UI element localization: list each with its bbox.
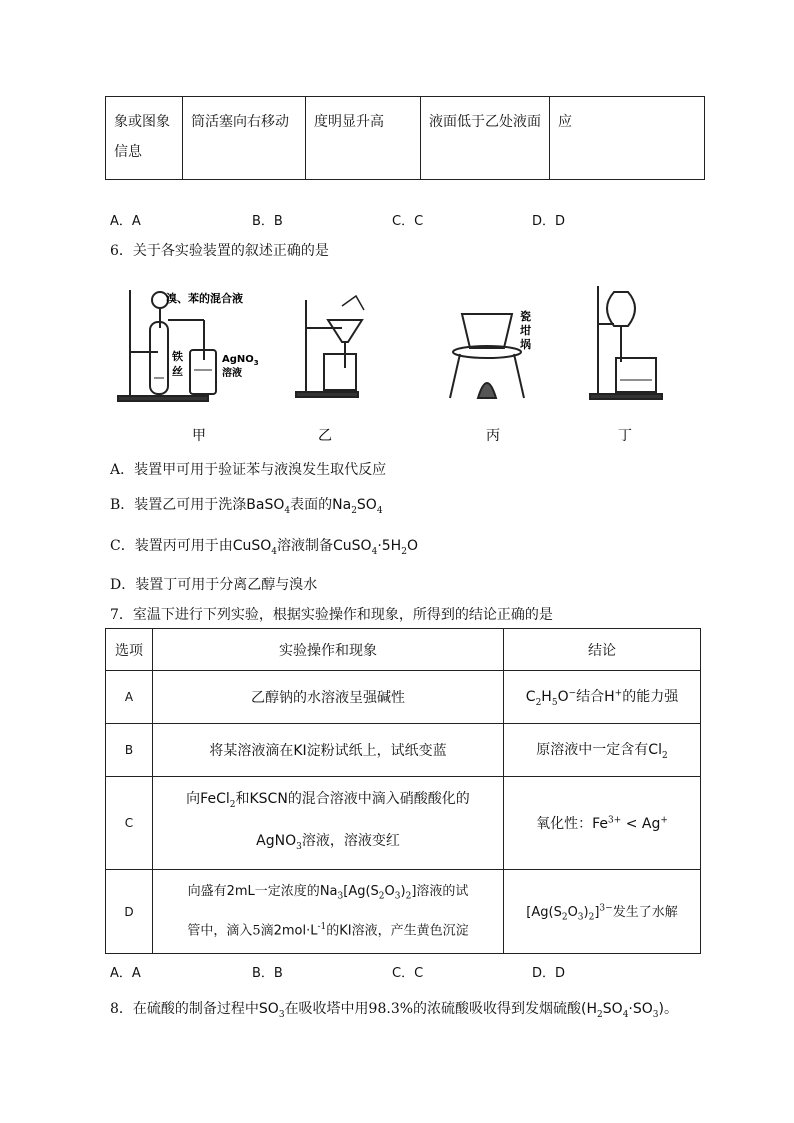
label-crucible-2: 坩	[520, 324, 531, 337]
top-table	[105, 96, 705, 180]
table-row	[106, 97, 705, 180]
option-d: D．D	[532, 214, 566, 229]
label-crucible-1: 瓷	[520, 310, 531, 323]
label-crucible-3: 埚	[520, 338, 531, 351]
table-cell: 应	[550, 97, 705, 180]
option-c: C．C	[392, 214, 424, 229]
apparatus-ding	[590, 286, 662, 399]
apparatus-jia	[118, 290, 216, 401]
table-cell: 象或图象信息	[106, 97, 183, 180]
option-a: A．A	[110, 966, 141, 981]
option-b: B．B	[252, 966, 283, 981]
table-row	[106, 777, 701, 870]
row-conclusion: 氧化性：$Fe^{3+} < Ag^+$	[504, 777, 701, 870]
label-agno3-solution: 溶液	[222, 368, 242, 379]
q6-option-d: D．装置丁可用于分离乙醇与溴水	[110, 577, 318, 593]
q6-apparatus-figure	[110, 280, 670, 448]
q6-stem: 6．关于各实验装置的叙述正确的是	[110, 243, 329, 259]
row-letter: D	[106, 870, 153, 954]
option-d: D．D	[532, 966, 566, 981]
table-cell: 度明显升高	[306, 97, 421, 180]
header-conclusion: 结论	[504, 629, 701, 671]
apparatus-yi	[296, 296, 364, 397]
option-c: C．C	[392, 966, 424, 981]
q6-option-b: B．装置乙可用于洗涤BaSO$_4$表面的$Na_2SO_4$	[110, 497, 383, 516]
label-iron-2: 丝	[172, 365, 183, 378]
header-operation: 实验操作和现象	[153, 629, 504, 671]
row-conclusion: $C_2H_5O^-$结合H+的能力强	[504, 671, 701, 724]
row-letter: B	[106, 724, 153, 777]
row-letter: C	[106, 777, 153, 870]
q6-option-a: A．装置甲可用于验证苯与液溴发生取代反应	[110, 462, 387, 478]
table-row	[106, 724, 701, 777]
header-option: 选项	[106, 629, 153, 671]
caption-ding: 丁	[618, 428, 632, 444]
row-conclusion: $[Ag(S_2O_3)_2]^{3-}$发生了水解	[504, 870, 701, 954]
q8-stem: 8．在硫酸的制备过程中$SO_3$在吸收塔中用98.3%的浓硫酸吸收得到发烟硫酸$(H_2SO_4\cdot SO_3)$。	[110, 1001, 678, 1020]
option-a: A．A	[110, 214, 141, 229]
row-operation: 将某溶液滴在KI淀粉试纸上，试纸变蓝	[153, 724, 504, 777]
q6-option-c: C．装置丙可用于由CuSO$_4$溶液制备$CuSO_4\cdot 5H_2O$	[110, 538, 418, 557]
option-b: B．B	[252, 214, 283, 229]
label-mix: 溴、苯的混合液	[166, 292, 243, 305]
table-header-row	[106, 629, 701, 671]
row-operation: 向盛有2mL一定浓度的$Na_3[Ag(S_2O_3)_2]$溶液的试 管中，滴入5滴$2mol\cdot L^{-1}$的KI溶液，产生黄色沉淀	[153, 870, 504, 954]
q7-table	[105, 628, 701, 954]
row-letter: A	[106, 671, 153, 724]
q7-stem: 7．室温下进行下列实验，根据实验操作和现象，所得到的结论正确的是	[110, 607, 553, 623]
table-row	[106, 671, 701, 724]
table-cell: 筒活塞向右移动	[183, 97, 306, 180]
label-iron-1: 铁	[172, 350, 183, 363]
row-conclusion: 原溶液中一定含有$Cl_2$	[504, 724, 701, 777]
table-row	[106, 870, 701, 954]
row-operation: 乙醇钠的水溶液呈强碱性	[153, 671, 504, 724]
label-agno3: AgNO$_3$	[222, 354, 259, 367]
caption-bing: 丙	[486, 428, 500, 444]
apparatus-bing	[450, 314, 524, 398]
row-operation: 向FeCl$_2$和KSCN的混合溶液中滴入硝酸酸化的 AgNO$_3$溶液，溶液变红	[153, 777, 504, 870]
table-cell: 液面低于乙处液面	[421, 97, 550, 180]
caption-jia: 甲	[192, 428, 206, 444]
caption-yi: 乙	[318, 428, 332, 444]
